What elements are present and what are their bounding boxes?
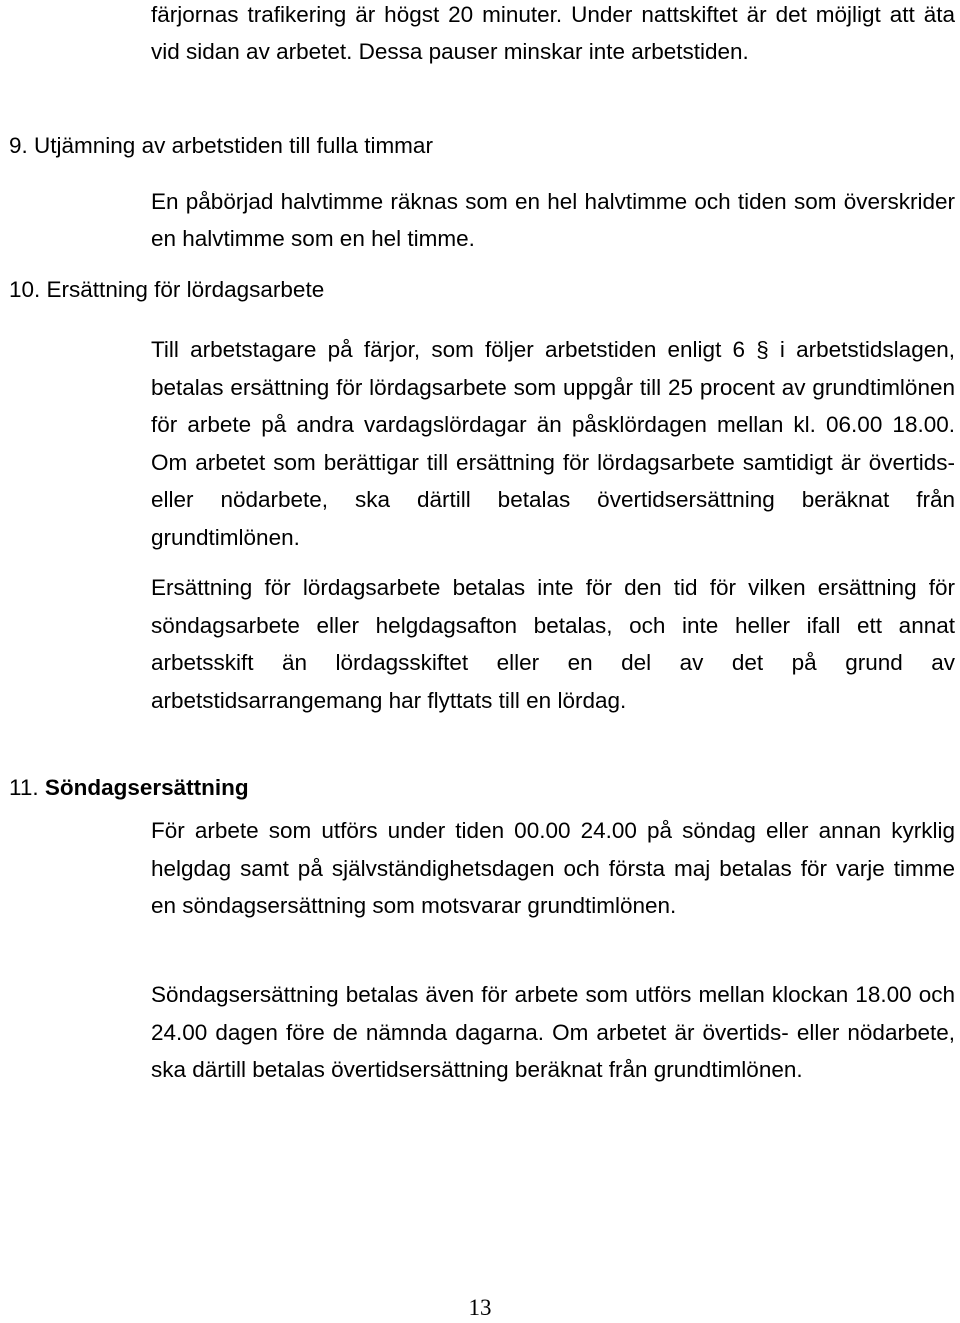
section-10-paragraph-2: Ersättning för lördagsarbete betalas inte för den tid för vilken ersättning för söndagsarbete eller helgdagsafton betalas, och inte heller ifall ett annat arbetsskift än lördagsskiftet eller en del av det på grund av arbetstidsarrangemang har flyttats till en lördag.	[151, 575, 955, 713]
page-number: 13	[468, 1295, 492, 1320]
section-9-number: 9.	[9, 133, 28, 158]
section-11-paragraph-2: Söndagsersättning betalas även för arbete som utförs mellan klockan 18.00 och 24.00 dagen före de nämnda dagarna. Om arbetet är övertids- eller nödarbete, ska därtill betalas övertidsersättning beräknat från grundtimlönen.	[151, 982, 955, 1082]
section-11-number: 11.	[9, 775, 39, 800]
section-9-heading	[9, 131, 433, 161]
section-11-paragraph-1: För arbete som utförs under tiden 00.00 24.00 på söndag eller annan kyrklig helgdag samt på självständighetsdagen och första maj betalas för varje timme en söndagsersättning som motsvarar grundtimlönen.	[151, 818, 955, 918]
section-11-title: Söndagsersättning	[44, 775, 249, 800]
section-11-heading	[9, 773, 249, 803]
section-10-heading	[9, 275, 324, 305]
section-9-title: Utjämning av arbetstiden till fulla timmar	[34, 133, 433, 158]
intro-paragraph: färjornas trafikering är högst 20 minuter. Under nattskiftet är det möjligt att äta vid sidan av arbetet. Dessa pauser minskar inte arbetstiden.	[151, 2, 955, 64]
section-10-title: Ersättning för lördagsarbete	[46, 277, 325, 302]
section-10-paragraph-1: Till arbetstagare på färjor, som följer arbetstiden enligt 6 § i arbetstidslagen, betalas ersättning för lördagsarbete som uppgår till 25 procent av grundtimlönen för arbete på andra vardagslördagar än påsklördagen mellan kl. 06.00 18.00. Om arbetet som berättigar till ersättning för lördagsarbete samtidigt är övertids- eller nödarbete, ska därtill betalas övertidsersättning beräknat från grundtimlönen.	[151, 337, 955, 550]
section-10-number: 10.	[9, 277, 41, 302]
section-9-paragraph: En påbörjad halvtimme räknas som en hel halvtimme och tiden som överskrider en halvtimme som en hel timme.	[151, 189, 955, 251]
